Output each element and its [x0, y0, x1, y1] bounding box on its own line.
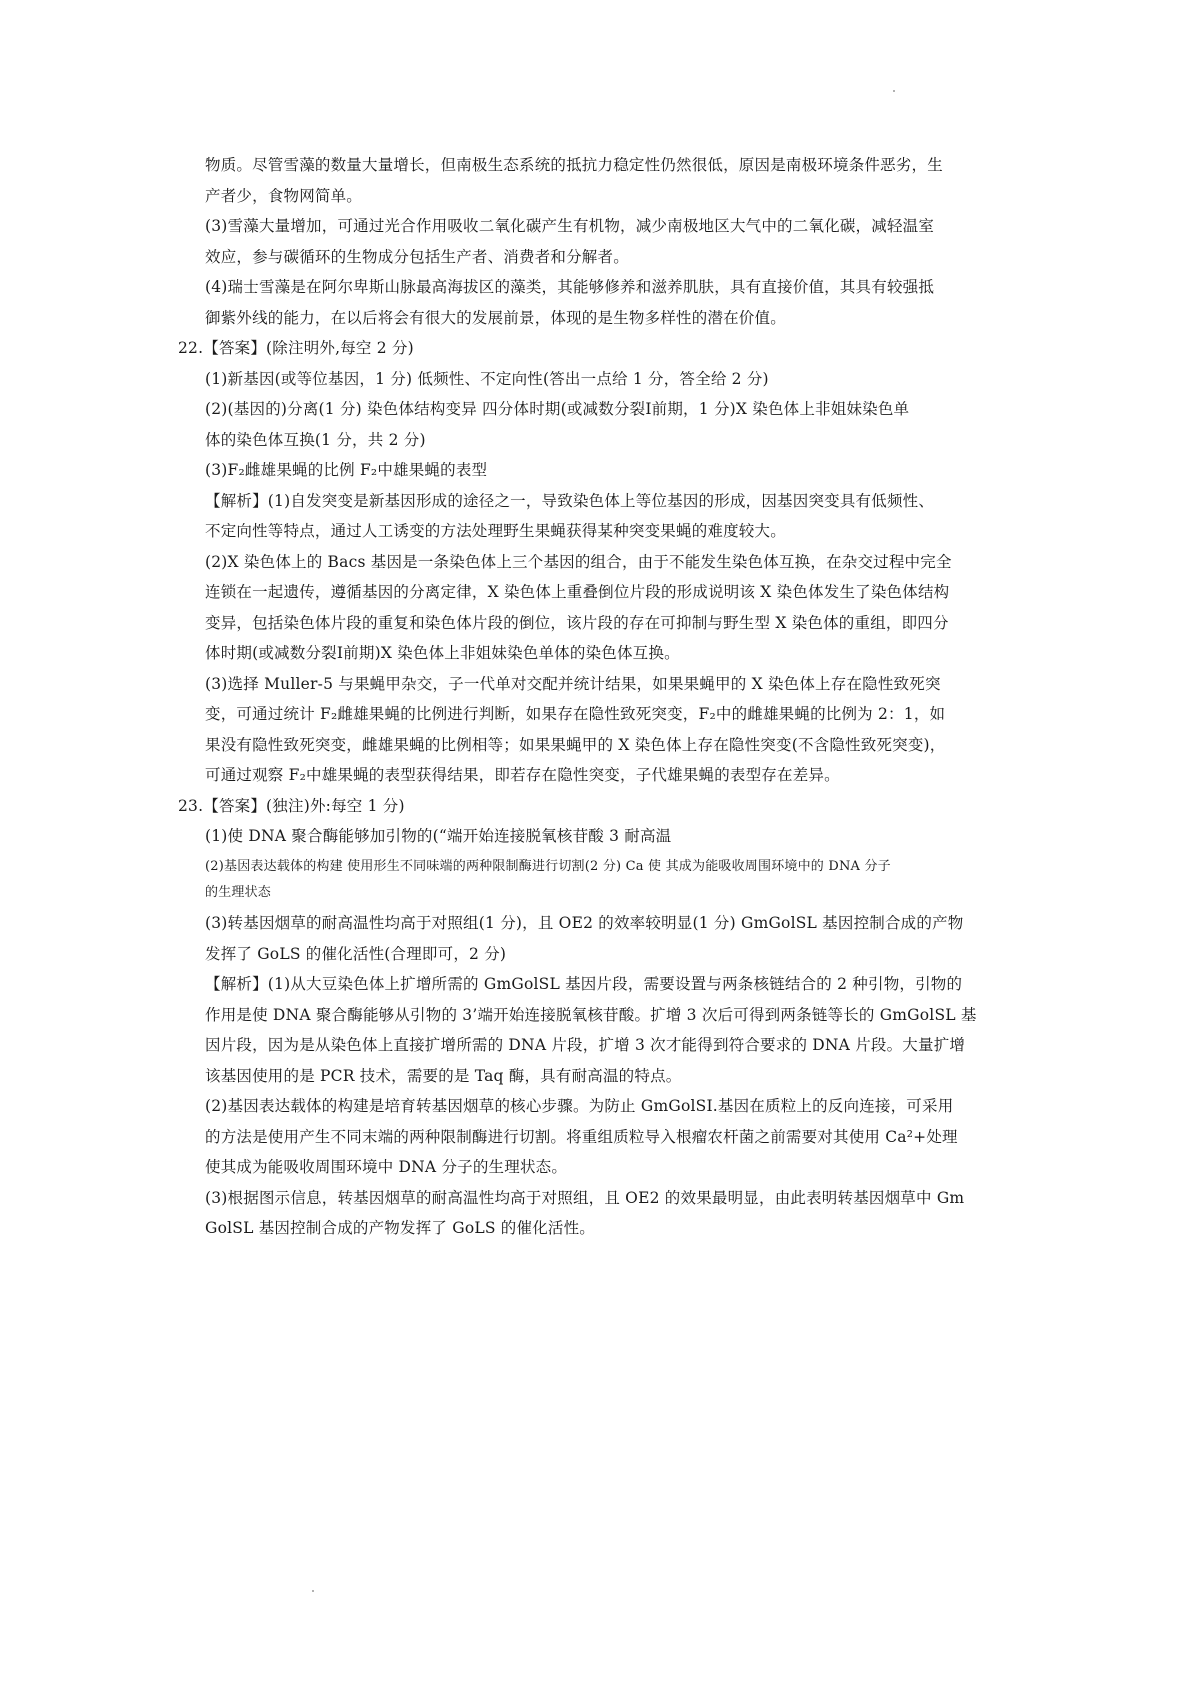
text-line: 变，可通过统计 F₂雌雄果蝇的比例进行判断，如果存在隐性致死突变，F₂中的雌雄果蝇的比例为 2：1，如: [205, 705, 946, 723]
text-line: 产者少，食物网简单。: [205, 187, 363, 205]
text-line: (3)F₂雌雄果蝇的比例 F₂中雄果蝇的表型: [205, 461, 488, 479]
text-line: 使其成为能吸收周围环境中 DNA 分子的生理状态。: [205, 1158, 568, 1176]
text-line: 该基因使用的是 PCR 技术，需要的是 Taq 酶，具有耐高温的特点。: [205, 1067, 682, 1085]
text-line: 作用是使 DNA 聚合酶能够从引物的 3’端开始连接脱氧核苷酸。扩增 3 次后可得到两条链等长的 GmGolSL 基: [205, 1006, 977, 1024]
text-line: 发挥了 GoLS 的催化活性(合理即可，2 分): [205, 945, 507, 963]
text-line: 体时期(或减数分裂Ⅰ前期)X 染色体上非姐妹染色单体的染色体互换。: [205, 644, 680, 662]
text-line: (3)转基因烟草的耐高温性均高于对照组(1 分)，且 OE2 的效率较明显(1 分) GmGolSL 基因控制合成的产物: [205, 914, 964, 932]
scan-speck: [893, 90, 895, 92]
text-line: 连锁在一起遗传，遵循基因的分离定律，X 染色体上重叠倒位片段的形成说明该 X 染色体发生了染色体结构: [205, 583, 950, 601]
text-line: 可通过观察 F₂中雄果蝇的表型获得结果，即若存在隐性突变，子代雄果蝇的表型存在差异。: [205, 766, 840, 784]
text-line: 的方法是使用产生不同末端的两种限制酶进行切割。将重组质粒导入根瘤农杆菌之前需要对其使用 Ca²+处理: [205, 1128, 958, 1146]
text-line: 物质。尽管雪藻的数量大量增长，但南极生态系统的抵抗力稳定性仍然很低，原因是南极环境条件恶劣，生: [205, 156, 943, 174]
text-line: 的生理状态: [205, 885, 272, 900]
text-line: (1)使 DNA 聚合酶能够加引物的(“端开始连接脱氧核苷酸 3 耐高温: [205, 827, 672, 845]
text-line: (2)基因表达载体的构建 使用形生不同味端的两种限制酶进行切割(2 分) Ca 使 其成为能吸收周围环境中的 DNA 分子: [205, 859, 891, 874]
text-line: GolSL 基因控制合成的产物发挥了 GoLS 的催化活性。: [205, 1219, 595, 1237]
text-line: 变异，包括染色体片段的重复和染色体片段的倒位，该片段的存在可抑制与野生型 X 染色体的重组，即四分: [205, 614, 949, 632]
question-header: 23.【答案】(独注)外:每空 1 分): [178, 797, 405, 815]
text-line: 果没有隐性致死突变，雌雄果蝇的比例相等；如果果蝇甲的 X 染色体上存在隐性突变(不含隐性致死突变)，: [205, 736, 946, 754]
text-line: (2)基因表达载体的构建是培育转基因烟草的核心步骤。为防止 GmGolSI.基因在质粒上的反向连接，可采用: [205, 1097, 954, 1115]
text-line: (1)新基因(或等位基因，1 分) 低频性、不定向性(答出一点给 1 分，答全给 2 分): [205, 370, 769, 388]
text-line: (4)瑞士雪藻是在阿尔卑斯山脉最高海拔区的藻类，其能够修养和滋养肌肤，具有直接价值，其具有较强抵: [205, 278, 935, 296]
text-line: (3)选择 Muller-5 与果蝇甲杂交，子一代单对交配并统计结果，如果果蝇甲的 X 染色体上存在隐性致死突: [205, 675, 941, 693]
text-line: 【解析】(1)从大豆染色体上扩增所需的 GmGolSL 基因片段，需要设置与两条核链结合的 2 种引物，引物的: [205, 975, 963, 993]
text-line: (2)X 染色体上的 Bacs 基因是一条染色体上三个基因的组合，由于不能发生染色体互换，在杂交过程中完全: [205, 553, 952, 571]
scan-speck: [312, 1590, 314, 1592]
text-line: 效应，参与碳循环的生物成分包括生产者、消费者和分解者。: [205, 248, 629, 266]
question-header: 22.【答案】(除注明外,每空 2 分): [178, 339, 414, 357]
text-line: 【解析】(1)自发突变是新基因形成的途径之一，导致染色体上等位基因的形成，因基因突变具有低频性、: [205, 492, 935, 510]
text-line: 不定向性等特点，通过人工诱变的方法处理野生果蝇获得某种突变果蝇的难度较大。: [205, 522, 786, 540]
text-line: 因片段，因为是从染色体上直接扩增所需的 DNA 片段，扩增 3 次才能得到符合要求的 DNA 片段。大量扩增: [205, 1036, 966, 1054]
text-line: (2)(基因的)分离(1 分) 染色体结构变异 四分体时期(或减数分裂Ⅰ前期，1 分)X 染色体上非姐妹染色单: [205, 400, 910, 418]
text-line: (3)雪藻大量增加，可通过光合作用吸收二氧化碳产生有机物，减少南极地区大气中的二氧化碳，减轻温室: [205, 217, 935, 235]
text-line: (3)根据图示信息，转基因烟草的耐高温性均高于对照组，且 OE2 的效果最明显，由此表明转基因烟草中 Gm: [205, 1189, 965, 1207]
text-line: 体的染色体互换(1 分，共 2 分): [205, 431, 426, 449]
text-line: 御紫外线的能力，在以后将会有很大的发展前景，体现的是生物多样性的潜在价值。: [205, 309, 786, 327]
